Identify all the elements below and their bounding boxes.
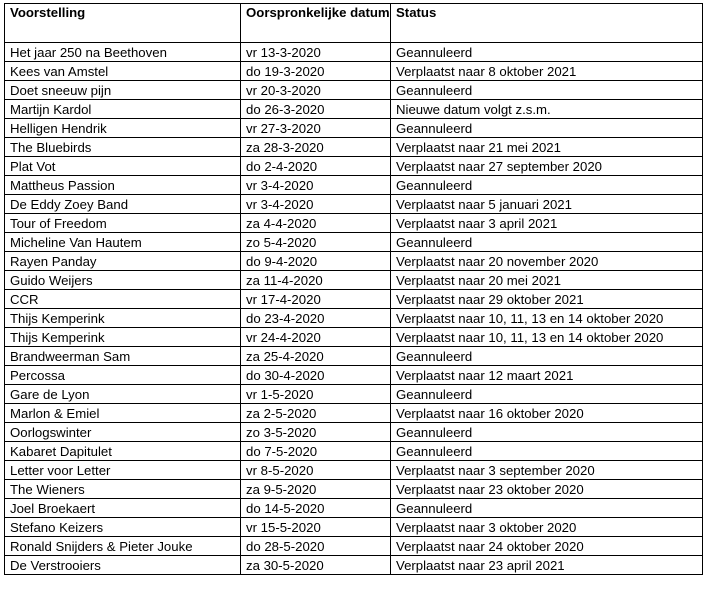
cell-status: Geannuleerd <box>391 233 703 252</box>
cell-voorstelling: Percossa <box>5 366 241 385</box>
cell-voorstelling: Ronald Snijders & Pieter Jouke <box>5 537 241 556</box>
cell-status: Verplaatst naar 23 april 2021 <box>391 556 703 575</box>
cell-oorspronkelijke-datum: za 2-5-2020 <box>241 404 391 423</box>
cell-status: Verplaatst naar 27 september 2020 <box>391 157 703 176</box>
cell-voorstelling: Micheline Van Hautem <box>5 233 241 252</box>
cell-oorspronkelijke-datum: vr 3-4-2020 <box>241 176 391 195</box>
cell-oorspronkelijke-datum: vr 20-3-2020 <box>241 81 391 100</box>
table-row <box>5 499 703 518</box>
table-row <box>5 195 703 214</box>
cell-status: Geannuleerd <box>391 119 703 138</box>
cell-oorspronkelijke-datum: vr 13-3-2020 <box>241 43 391 62</box>
table-row <box>5 81 703 100</box>
cell-status: Verplaatst naar 12 maart 2021 <box>391 366 703 385</box>
table-row <box>5 328 703 347</box>
table-header-row <box>5 4 703 43</box>
cell-status: Verplaatst naar 20 mei 2021 <box>391 271 703 290</box>
cell-voorstelling: Kabaret Dapitulet <box>5 442 241 461</box>
cell-oorspronkelijke-datum: do 7-5-2020 <box>241 442 391 461</box>
cell-voorstelling: Kees van Amstel <box>5 62 241 81</box>
table-row <box>5 423 703 442</box>
cell-status: Geannuleerd <box>391 499 703 518</box>
table-row <box>5 62 703 81</box>
cell-voorstelling: The Wieners <box>5 480 241 499</box>
cell-oorspronkelijke-datum: do 9-4-2020 <box>241 252 391 271</box>
cell-status: Geannuleerd <box>391 385 703 404</box>
table-row <box>5 537 703 556</box>
cell-voorstelling: De Verstrooiers <box>5 556 241 575</box>
cell-oorspronkelijke-datum: do 14-5-2020 <box>241 499 391 518</box>
cell-status: Verplaatst naar 29 oktober 2021 <box>391 290 703 309</box>
cell-voorstelling: De Eddy Zoey Band <box>5 195 241 214</box>
table-row <box>5 252 703 271</box>
cell-voorstelling: Mattheus Passion <box>5 176 241 195</box>
cell-status: Verplaatst naar 10, 11, 13 en 14 oktober 2020 <box>391 309 703 328</box>
cell-status: Verplaatst naar 8 oktober 2021 <box>391 62 703 81</box>
cell-status: Verplaatst naar 20 november 2020 <box>391 252 703 271</box>
cell-voorstelling: Martijn Kardol <box>5 100 241 119</box>
cell-voorstelling: Het jaar 250 na Beethoven <box>5 43 241 62</box>
table-row <box>5 290 703 309</box>
cell-oorspronkelijke-datum: do 19-3-2020 <box>241 62 391 81</box>
cell-oorspronkelijke-datum: vr 8-5-2020 <box>241 461 391 480</box>
table-row <box>5 366 703 385</box>
cell-oorspronkelijke-datum: za 28-3-2020 <box>241 138 391 157</box>
cell-oorspronkelijke-datum: do 2-4-2020 <box>241 157 391 176</box>
table-row <box>5 556 703 575</box>
cell-status: Verplaatst naar 3 april 2021 <box>391 214 703 233</box>
cell-status: Verplaatst naar 5 januari 2021 <box>391 195 703 214</box>
cell-voorstelling: Stefano Keizers <box>5 518 241 537</box>
cell-voorstelling: CCR <box>5 290 241 309</box>
table-row <box>5 43 703 62</box>
header-oorspronkelijke-datum: Oorspronkelijke datum <box>241 4 391 43</box>
cell-oorspronkelijke-datum: vr 3-4-2020 <box>241 195 391 214</box>
cell-voorstelling: Tour of Freedom <box>5 214 241 233</box>
cell-oorspronkelijke-datum: vr 17-4-2020 <box>241 290 391 309</box>
table-row <box>5 347 703 366</box>
table-row <box>5 100 703 119</box>
cell-voorstelling: Thijs Kemperink <box>5 309 241 328</box>
cell-voorstelling: Letter voor Letter <box>5 461 241 480</box>
cell-voorstelling: Helligen Hendrik <box>5 119 241 138</box>
cell-status: Geannuleerd <box>391 43 703 62</box>
cell-oorspronkelijke-datum: zo 3-5-2020 <box>241 423 391 442</box>
cell-oorspronkelijke-datum: za 11-4-2020 <box>241 271 391 290</box>
cell-voorstelling: Rayen Panday <box>5 252 241 271</box>
cell-oorspronkelijke-datum: vr 1-5-2020 <box>241 385 391 404</box>
cell-status: Geannuleerd <box>391 423 703 442</box>
table-row <box>5 480 703 499</box>
cell-status: Verplaatst naar 24 oktober 2020 <box>391 537 703 556</box>
cell-status: Verplaatst naar 23 oktober 2020 <box>391 480 703 499</box>
table-row <box>5 214 703 233</box>
cell-oorspronkelijke-datum: do 28-5-2020 <box>241 537 391 556</box>
table-row <box>5 138 703 157</box>
cell-status: Geannuleerd <box>391 81 703 100</box>
cell-voorstelling: Oorlogswinter <box>5 423 241 442</box>
cell-oorspronkelijke-datum: za 4-4-2020 <box>241 214 391 233</box>
cell-voorstelling: Thijs Kemperink <box>5 328 241 347</box>
cell-oorspronkelijke-datum: za 25-4-2020 <box>241 347 391 366</box>
cell-status: Verplaatst naar 10, 11, 13 en 14 oktober 2020 <box>391 328 703 347</box>
cell-oorspronkelijke-datum: do 26-3-2020 <box>241 100 391 119</box>
cell-voorstelling: The Bluebirds <box>5 138 241 157</box>
table-row <box>5 271 703 290</box>
cell-status: Geannuleerd <box>391 176 703 195</box>
table-row <box>5 233 703 252</box>
table-row <box>5 518 703 537</box>
table-row <box>5 176 703 195</box>
cell-oorspronkelijke-datum: za 9-5-2020 <box>241 480 391 499</box>
cell-oorspronkelijke-datum: vr 24-4-2020 <box>241 328 391 347</box>
table-row <box>5 119 703 138</box>
cell-voorstelling: Guido Weijers <box>5 271 241 290</box>
cell-voorstelling: Joel Broekaert <box>5 499 241 518</box>
table-row <box>5 404 703 423</box>
cell-voorstelling: Brandweerman Sam <box>5 347 241 366</box>
cell-status: Geannuleerd <box>391 442 703 461</box>
cell-oorspronkelijke-datum: vr 27-3-2020 <box>241 119 391 138</box>
cell-voorstelling: Marlon & Emiel <box>5 404 241 423</box>
cell-voorstelling: Gare de Lyon <box>5 385 241 404</box>
header-voorstelling: Voorstelling <box>5 4 241 43</box>
cell-oorspronkelijke-datum: zo 5-4-2020 <box>241 233 391 252</box>
cell-oorspronkelijke-datum: do 23-4-2020 <box>241 309 391 328</box>
table-row <box>5 157 703 176</box>
performance-schedule-table <box>4 3 703 575</box>
cell-voorstelling: Plat Vot <box>5 157 241 176</box>
cell-status: Verplaatst naar 3 oktober 2020 <box>391 518 703 537</box>
table-row <box>5 385 703 404</box>
cell-status: Verplaatst naar 3 september 2020 <box>391 461 703 480</box>
cell-status: Verplaatst naar 21 mei 2021 <box>391 138 703 157</box>
cell-status: Verplaatst naar 16 oktober 2020 <box>391 404 703 423</box>
table-body <box>5 43 703 575</box>
cell-status: Geannuleerd <box>391 347 703 366</box>
cell-oorspronkelijke-datum: do 30-4-2020 <box>241 366 391 385</box>
cell-voorstelling: Doet sneeuw pijn <box>5 81 241 100</box>
cell-status: Nieuwe datum volgt z.s.m. <box>391 100 703 119</box>
cell-oorspronkelijke-datum: za 30-5-2020 <box>241 556 391 575</box>
table-row <box>5 442 703 461</box>
cell-oorspronkelijke-datum: vr 15-5-2020 <box>241 518 391 537</box>
table-row <box>5 309 703 328</box>
table-row <box>5 461 703 480</box>
header-status: Status <box>391 4 703 43</box>
